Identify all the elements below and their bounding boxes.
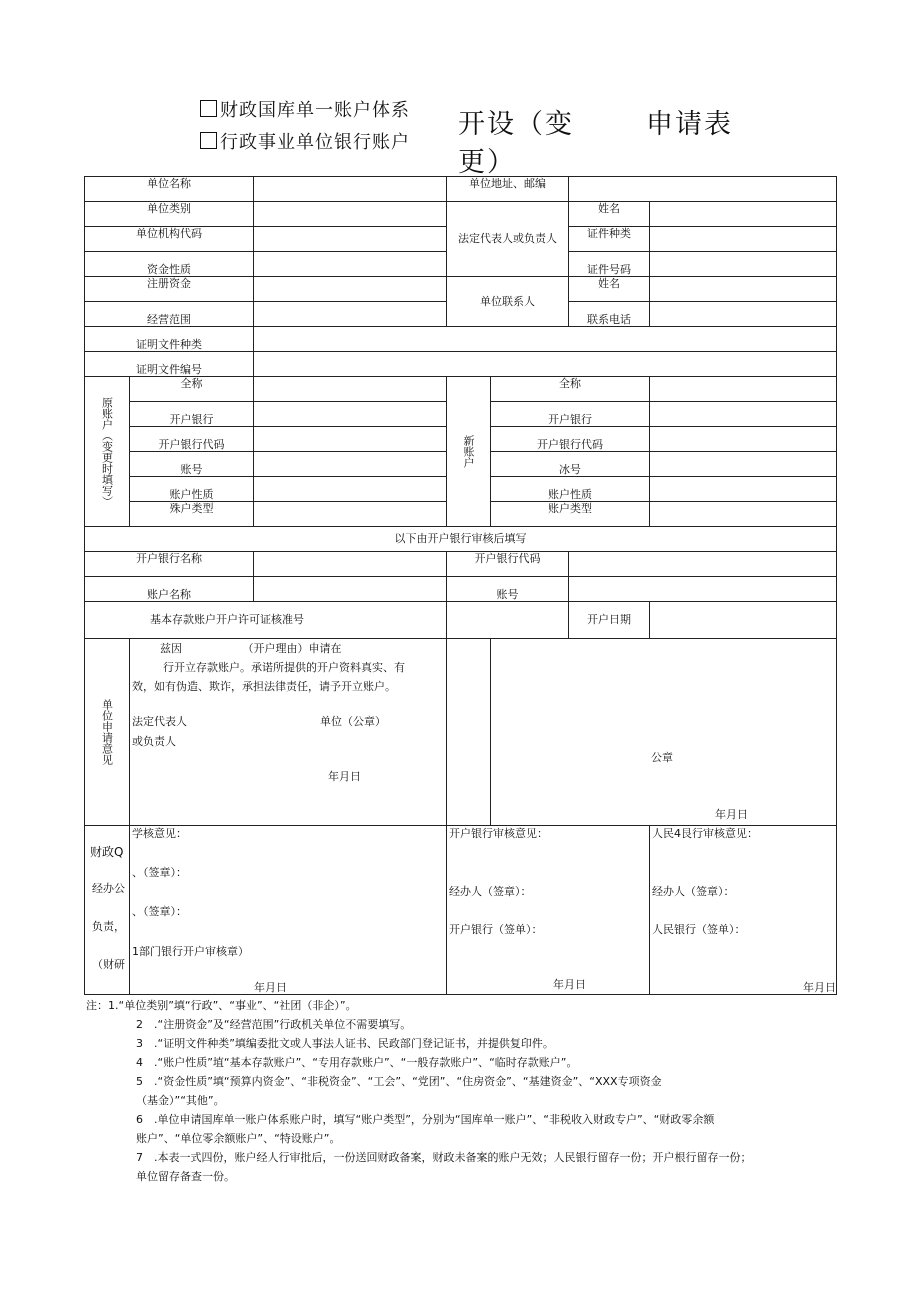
label-orig-bank-code: 开户银行代码 [130,427,254,452]
finance-review-sign-2: 、（签章）： [132,905,187,918]
checkbox-treasury-line[interactable] [200,96,410,122]
field-bank-name[interactable] [254,552,447,577]
apply-unit-seal: 单位（公章） [320,715,386,728]
finance-side-1: 财政Q [90,845,124,859]
label-bank-code2: 开户银行代码 [447,552,569,577]
field-fund-nature[interactable] [254,252,447,277]
pboc-review-box[interactable] [650,826,837,995]
apply-date: 年月日 [328,770,361,783]
field-contact-name[interactable] [650,277,837,302]
label-orig-acct-no: 账号 [130,452,254,477]
field-orig-bank-code[interactable] [254,427,447,452]
checkbox-admin-label: 行政事业单位银行账户 [220,132,410,153]
label-unit-apply-side [85,639,130,826]
label-orig-acct-type: 殊户类型 [130,502,254,527]
unit-apply-box[interactable] [130,639,447,826]
field-phone[interactable] [650,302,837,327]
field-new-bank-code[interactable] [650,427,837,452]
field-new-acct-no[interactable] [650,452,837,477]
finance-review-date: 年月日 [254,981,287,994]
field-org-code[interactable] [254,227,447,252]
label-new-bank-code: 开户银行代码 [491,427,650,452]
label-id-type: 证件种类 [569,227,650,252]
note-line: 注：1.“单位类别”填“行政”、“事业”、“社团（非企）”。 [86,999,357,1012]
label-open-date: 开户日期 [569,602,650,639]
label-new-account [447,377,491,527]
bank-review-title: 开户银行审核意见： [449,827,548,840]
field-biz-scope[interactable] [254,302,447,327]
new-account-text: 新账户 [462,435,475,468]
field-cert-number[interactable] [254,352,837,377]
apply-divider-cell [447,639,491,826]
field-reg-capital[interactable] [254,277,447,302]
pboc-review-title: 人民4艮行审核意见： [652,827,758,840]
seal-label: 公章 [651,751,673,764]
bank-review-date: 年月日 [553,978,586,991]
field-permit-number[interactable] [447,602,569,639]
note-line: 4 .“账户性质”埴“基本存款账户”、“专用存款账户”、“一般存款账户”、“临时存款账户”。 [136,1056,578,1069]
label-new-acct-type: 账户类型 [491,502,650,527]
finance-side-2: 经办公 [92,882,125,895]
label-orig-full-name: 全称 [130,377,254,402]
seal-date: 年月日 [715,808,748,821]
label-name: 姓名 [569,202,650,227]
field-new-bank[interactable] [650,402,837,427]
seal-box[interactable] [491,639,837,826]
label-new-bank: 开户银行 [491,402,650,427]
finance-side-4: （财研 [92,958,125,971]
field-orig-bank[interactable] [254,402,447,427]
apply-or-responsible: 或负责人 [132,735,176,748]
checkbox-admin-line[interactable] [200,128,410,154]
apply-line-1: 兹因 （开户理由）申请在 [160,642,342,655]
pboc-review-date: 年月日 [803,981,836,994]
label-unit-contact: 单位联系人 [447,277,569,327]
checkbox-admin[interactable] [200,132,217,149]
finance-review-box[interactable] [130,826,447,995]
field-account-name[interactable] [254,577,447,602]
note-line: 6 .单位申请国库单一账户体系账户时，填写“账户类型”，分别为“国库单一账户”、“非税收入财政专户”、“财政零余额 [136,1113,715,1126]
label-orig-acct-nature: 账户性质 [130,477,254,502]
field-new-acct-nature[interactable] [650,477,837,502]
note-line: （基金）”“其他”。 [136,1094,225,1107]
label-original-account [85,377,130,527]
field-id-number[interactable] [650,252,837,277]
label-legal-rep: 法定代表人或负责人 [447,202,569,277]
finance-review-title: 学核意见： [132,827,187,840]
label-account-no2: 账号 [447,577,569,602]
apply-legal-rep: 法定代表人 [132,715,187,728]
label-phone: 联系电话 [569,302,650,327]
label-new-acct-nature: 账户性质 [491,477,650,502]
notes-section [86,996,838,1186]
field-id-type[interactable] [650,227,837,252]
note-line: 3 .“证明文件种类”填编委批文或人事法人证书、民政部门登记证书，并提供复印件。 [136,1037,554,1050]
field-unit-type[interactable] [254,202,447,227]
label-org-code: 单位机构代码 [85,227,254,252]
field-account-no2[interactable] [569,577,837,602]
apply-line-2: 行开立存款账户。承诺所提供的开户资料真实、有 [130,661,405,674]
original-account-text: 原账户（变更时填写） [100,396,114,507]
finance-review-sign-1: 、（签章）： [132,866,187,879]
label-unit-type: 单位类别 [85,202,254,227]
pboc-review-handler: 经办人（签章）： [652,885,735,898]
label-new-acct-no: 冰号 [491,452,650,477]
bank-review-box[interactable] [447,826,650,995]
field-orig-acct-type[interactable] [254,502,447,527]
label-account-name: 账户名称 [85,577,254,602]
bank-fill-heading: 以下由开户银行审核后填写 [85,527,837,552]
label-unit-name: 单位名称 [85,177,254,202]
checkbox-treasury-label: 财政国库单一账户体系 [220,100,410,121]
label-id-number: 证件号码 [569,252,650,277]
label-unit-address: 单位地址、邮编 [447,177,569,202]
label-fund-nature: 资金性质 [85,252,254,277]
apply-line-3: 效，如有伪造、欺诈，承担法律责任，请予开立账户。 [132,680,396,693]
label-contact-name: 姓名 [569,277,650,302]
note-line: 账户”、“单位零余额账户”、“特设账户”。 [136,1132,341,1145]
field-legal-name[interactable] [650,202,837,227]
field-new-full-name[interactable] [650,377,837,402]
unit-apply-side-text: 单位申请意见 [100,699,114,765]
field-bank-code2[interactable] [569,552,837,577]
finance-review-stamp: 1部门银行开户审核章） [132,945,249,958]
application-form-table [84,176,837,995]
bank-review-handler: 经办人（签章）： [449,885,532,898]
label-bank-name: 开户银行名称 [85,552,254,577]
bank-review-sign: 开户银行（签单）： [449,923,543,936]
finance-side-cell [85,826,130,995]
note-line: 单位留存备查一份。 [136,1170,235,1183]
field-orig-full-name[interactable] [254,377,447,402]
label-cert-type: 证明文件种类 [85,327,254,352]
label-cert-number: 证明文件编号 [85,352,254,377]
label-reg-capital: 注册资金 [85,277,254,302]
label-new-full-name: 全称 [491,377,650,402]
title-part-b: 更） [458,147,516,178]
label-biz-scope: 经营范围 [85,302,254,327]
field-unit-name[interactable] [254,177,447,202]
note-line: 7 .本表一式四份，账户经人行审批后，一份送回财政备案，财政未备案的账户无效；人民银行留存一份；开户根行留存一份； [136,1151,752,1164]
pboc-review-sign: 人民银行（签单）： [652,923,746,936]
field-new-acct-type[interactable] [650,502,837,527]
label-orig-bank: 开户银行 [130,402,254,427]
field-orig-acct-no[interactable] [254,452,447,477]
title-part-c: 申请表 [646,109,733,140]
field-unit-address[interactable] [569,177,837,202]
finance-side-3: 负责， [92,920,125,933]
field-orig-acct-nature[interactable] [254,477,447,502]
field-cert-type[interactable] [254,327,837,352]
note-line: 2 .“注册资金”及“经营范围”行政机关单位不需要填写。 [136,1018,412,1031]
note-line: 5 .“资金性质”填“预算内资金”、“非税资金”、“工会”、“党团”、“住房资金”、“基建资金”、“XXX专项资金 [136,1075,662,1088]
title-part-a: 开设（变 [458,109,574,140]
label-permit-number: 基本存款账户开户许可证核准号 [85,602,447,639]
checkbox-treasury[interactable] [200,100,217,117]
field-open-date[interactable] [650,602,837,639]
